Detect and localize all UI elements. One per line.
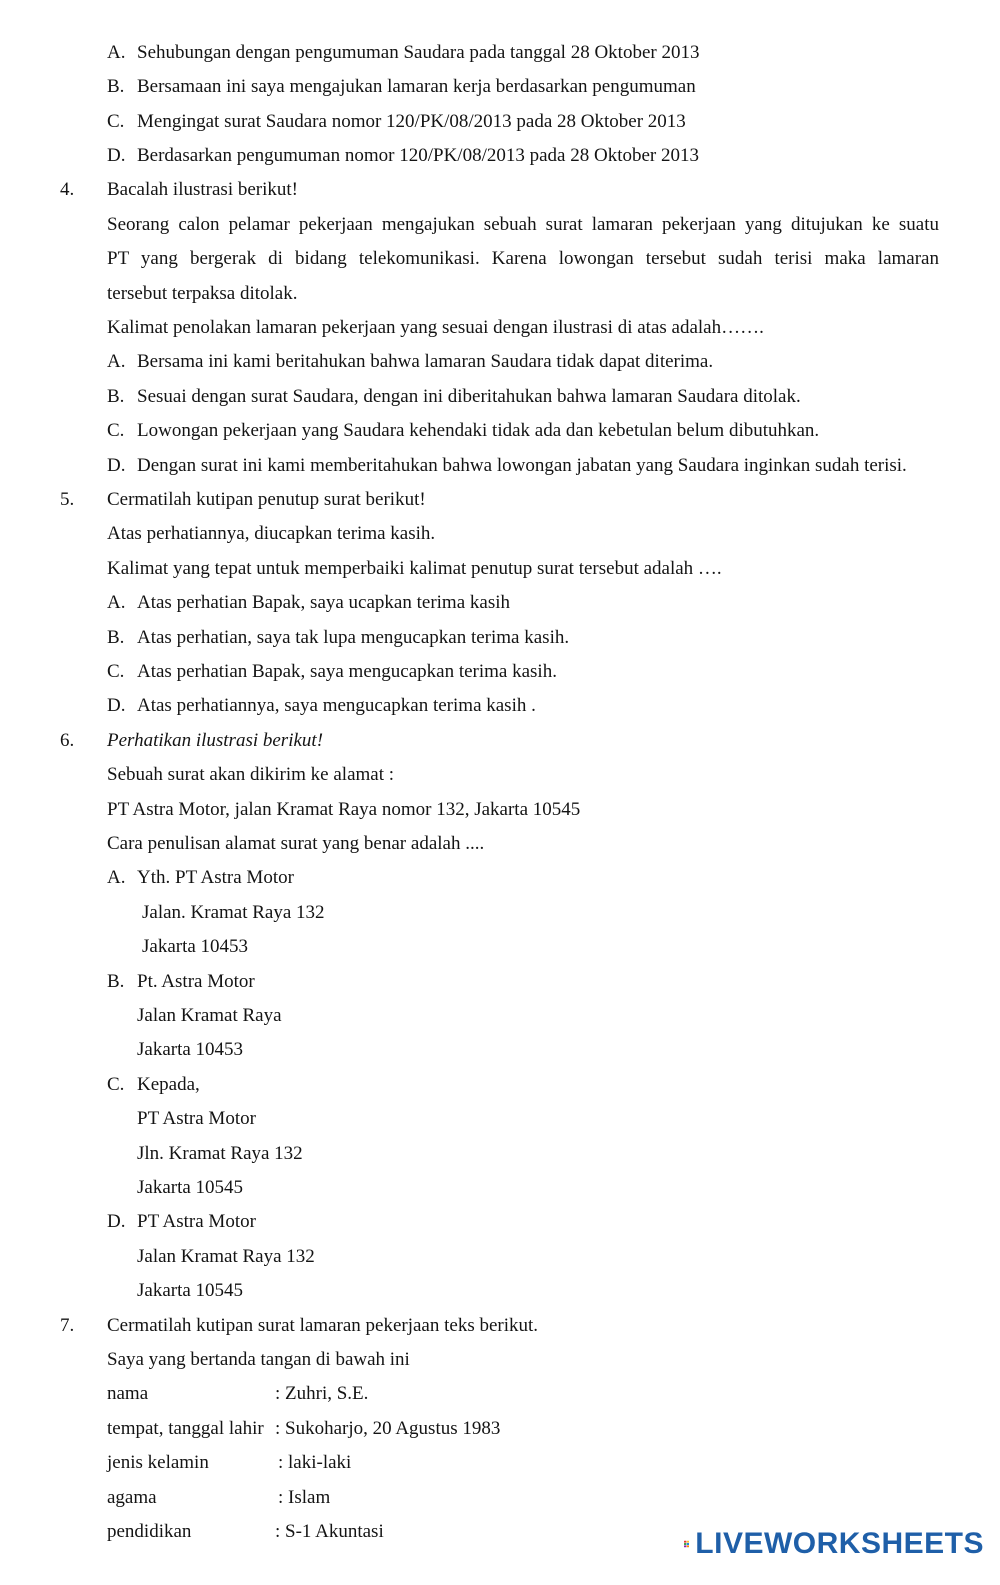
q7-field-value: : S-1 Akuntasi <box>275 1521 384 1542</box>
q4-option-a: Bersama ini kami beritahukan bahwa lamaran Saudara tidak dapat diterima. <box>137 351 714 372</box>
q6-option-c-line-2: PT Astra Motor <box>137 1108 256 1129</box>
q7-field-value: : Zuhri, S.E. <box>275 1383 369 1404</box>
q7-field-value: : Islam <box>278 1487 331 1508</box>
q6-option-d-line-3: Jakarta 10545 <box>137 1280 244 1301</box>
q4-paragraph-line-1: Seorang calon pelamar pekerjaan mengajukan sebuah surat lamaran pekerjaan yang ditujukan ke suatu <box>107 214 939 235</box>
q4-option-d-letter: D. <box>107 455 126 476</box>
q4-paragraph-line-2: PT yang bergerak di bidang telekomunikasi. Karena lowongan tersebut sudah terisi maka lamaran <box>107 248 939 269</box>
q5-option-b: Atas perhatian, saya tak lupa mengucapkan terima kasih. <box>137 627 570 648</box>
liveworksheets-logo-icon <box>684 1529 689 1559</box>
q3-option-a-letter: A. <box>107 42 126 63</box>
q5-option-b-letter: B. <box>107 627 125 648</box>
q6-option-d-letter: D. <box>107 1211 126 1232</box>
q5-prompt: Cermatilah kutipan penutup surat berikut! <box>107 489 426 510</box>
q6-option-a-line-2: Jalan. Kramat Raya 132 <box>142 902 325 923</box>
q6-number: 6. <box>60 730 75 751</box>
q7-field-label: pendidikan <box>107 1521 192 1542</box>
q3-option-c: Mengingat surat Saudara nomor 120/PK/08/2013 pada 28 Oktober 2013 <box>137 111 686 132</box>
q7-prompt: Cermatilah kutipan surat lamaran pekerjaan teks berikut. <box>107 1315 539 1336</box>
q6-prompt: Perhatikan ilustrasi berikut! <box>107 730 324 751</box>
q3-option-b: Bersamaan ini saya mengajukan lamaran kerja berdasarkan pengumuman <box>137 76 696 97</box>
q6-option-c-letter: C. <box>107 1074 125 1095</box>
q3-option-d: Berdasarkan pengumuman nomor 120/PK/08/2013 pada 28 Oktober 2013 <box>137 145 699 166</box>
q7-field-label: jenis kelamin <box>107 1452 209 1473</box>
q4-number: 4. <box>60 179 75 200</box>
q5-question: Kalimat yang tepat untuk memperbaiki kalimat penutup surat tersebut adalah …. <box>107 558 722 579</box>
q3-option-d-letter: D. <box>107 145 126 166</box>
q6-line-1: Sebuah surat akan dikirim ke alamat : <box>107 764 395 785</box>
q4-option-c: Lowongan pekerjaan yang Saudara kehendaki tidak ada dan kebetulan belum dibutuhkan. <box>137 420 820 441</box>
q5-option-c: Atas perhatian Bapak, saya mengucapkan terima kasih. <box>137 661 557 682</box>
q4-option-a-letter: A. <box>107 351 126 372</box>
q3-option-a: Sehubungan dengan pengumuman Saudara pada tanggal 28 Oktober 2013 <box>137 42 700 63</box>
q7-field-value: : laki-laki <box>278 1452 352 1473</box>
q7-number: 7. <box>60 1315 75 1336</box>
q5-number: 5. <box>60 489 75 510</box>
q7-field-value: : Sukoharjo, 20 Agustus 1983 <box>275 1418 501 1439</box>
q6-option-b-line-2: Jalan Kramat Raya <box>137 1005 282 1026</box>
q4-option-b-letter: B. <box>107 386 125 407</box>
q6-option-a-line-1: Yth. PT Astra Motor <box>137 867 294 888</box>
q5-option-a: Atas perhatian Bapak, saya ucapkan terima kasih <box>137 592 510 613</box>
q5-option-d-letter: D. <box>107 695 126 716</box>
q5-option-d: Atas perhatiannya, saya mengucapkan terima kasih . <box>137 695 536 716</box>
q3-option-c-letter: C. <box>107 111 125 132</box>
q5-option-a-letter: A. <box>107 592 126 613</box>
q6-option-b-line-1: Pt. Astra Motor <box>137 971 255 992</box>
liveworksheets-wordmark: LIVEWORKSHEETS <box>695 1527 984 1560</box>
q7-field-label: agama <box>107 1487 157 1508</box>
q6-option-a-letter: A. <box>107 867 126 888</box>
q6-option-b-letter: B. <box>107 971 125 992</box>
q6-option-c-line-1: Kepada, <box>137 1074 200 1095</box>
q6-option-b-line-3: Jakarta 10453 <box>137 1039 244 1060</box>
liveworksheets-logo[interactable] <box>684 1524 984 1564</box>
q4-option-d: Dengan surat ini kami memberitahukan bahwa lowongan jabatan yang Saudara inginkan sudah terisi. <box>137 455 907 476</box>
q4-paragraph-line-3: tersebut terpaksa ditolak. <box>107 283 298 304</box>
q6-option-d-line-1: PT Astra Motor <box>137 1211 256 1232</box>
q7-field-label: nama <box>107 1383 149 1404</box>
q6-option-d-line-2: Jalan Kramat Raya 132 <box>137 1246 315 1267</box>
q6-option-a-line-3: Jakarta 10453 <box>142 936 249 957</box>
q5-quote: Atas perhatiannya, diucapkan terima kasih. <box>107 523 436 544</box>
q4-question: Kalimat penolakan lamaran pekerjaan yang sesuai dengan ilustrasi di atas adalah……. <box>107 317 764 338</box>
q6-line-2: PT Astra Motor, jalan Kramat Raya nomor 132, Jakarta 10545 <box>107 799 581 820</box>
q4-prompt: Bacalah ilustrasi berikut! <box>107 179 298 200</box>
q7-intro: Saya yang bertanda tangan di bawah ini <box>107 1349 410 1370</box>
q3-option-b-letter: B. <box>107 76 125 97</box>
q4-option-c-letter: C. <box>107 420 125 441</box>
q6-question: Cara penulisan alamat surat yang benar adalah .... <box>107 833 485 854</box>
q6-option-c-line-4: Jakarta 10545 <box>137 1177 244 1198</box>
q7-field-label: tempat, tanggal lahir <box>107 1418 264 1439</box>
q5-option-c-letter: C. <box>107 661 125 682</box>
q6-option-c-line-3: Jln. Kramat Raya 132 <box>137 1143 303 1164</box>
q4-option-b: Sesuai dengan surat Saudara, dengan ini diberitahukan bahwa lamaran Saudara ditolak. <box>137 386 801 407</box>
